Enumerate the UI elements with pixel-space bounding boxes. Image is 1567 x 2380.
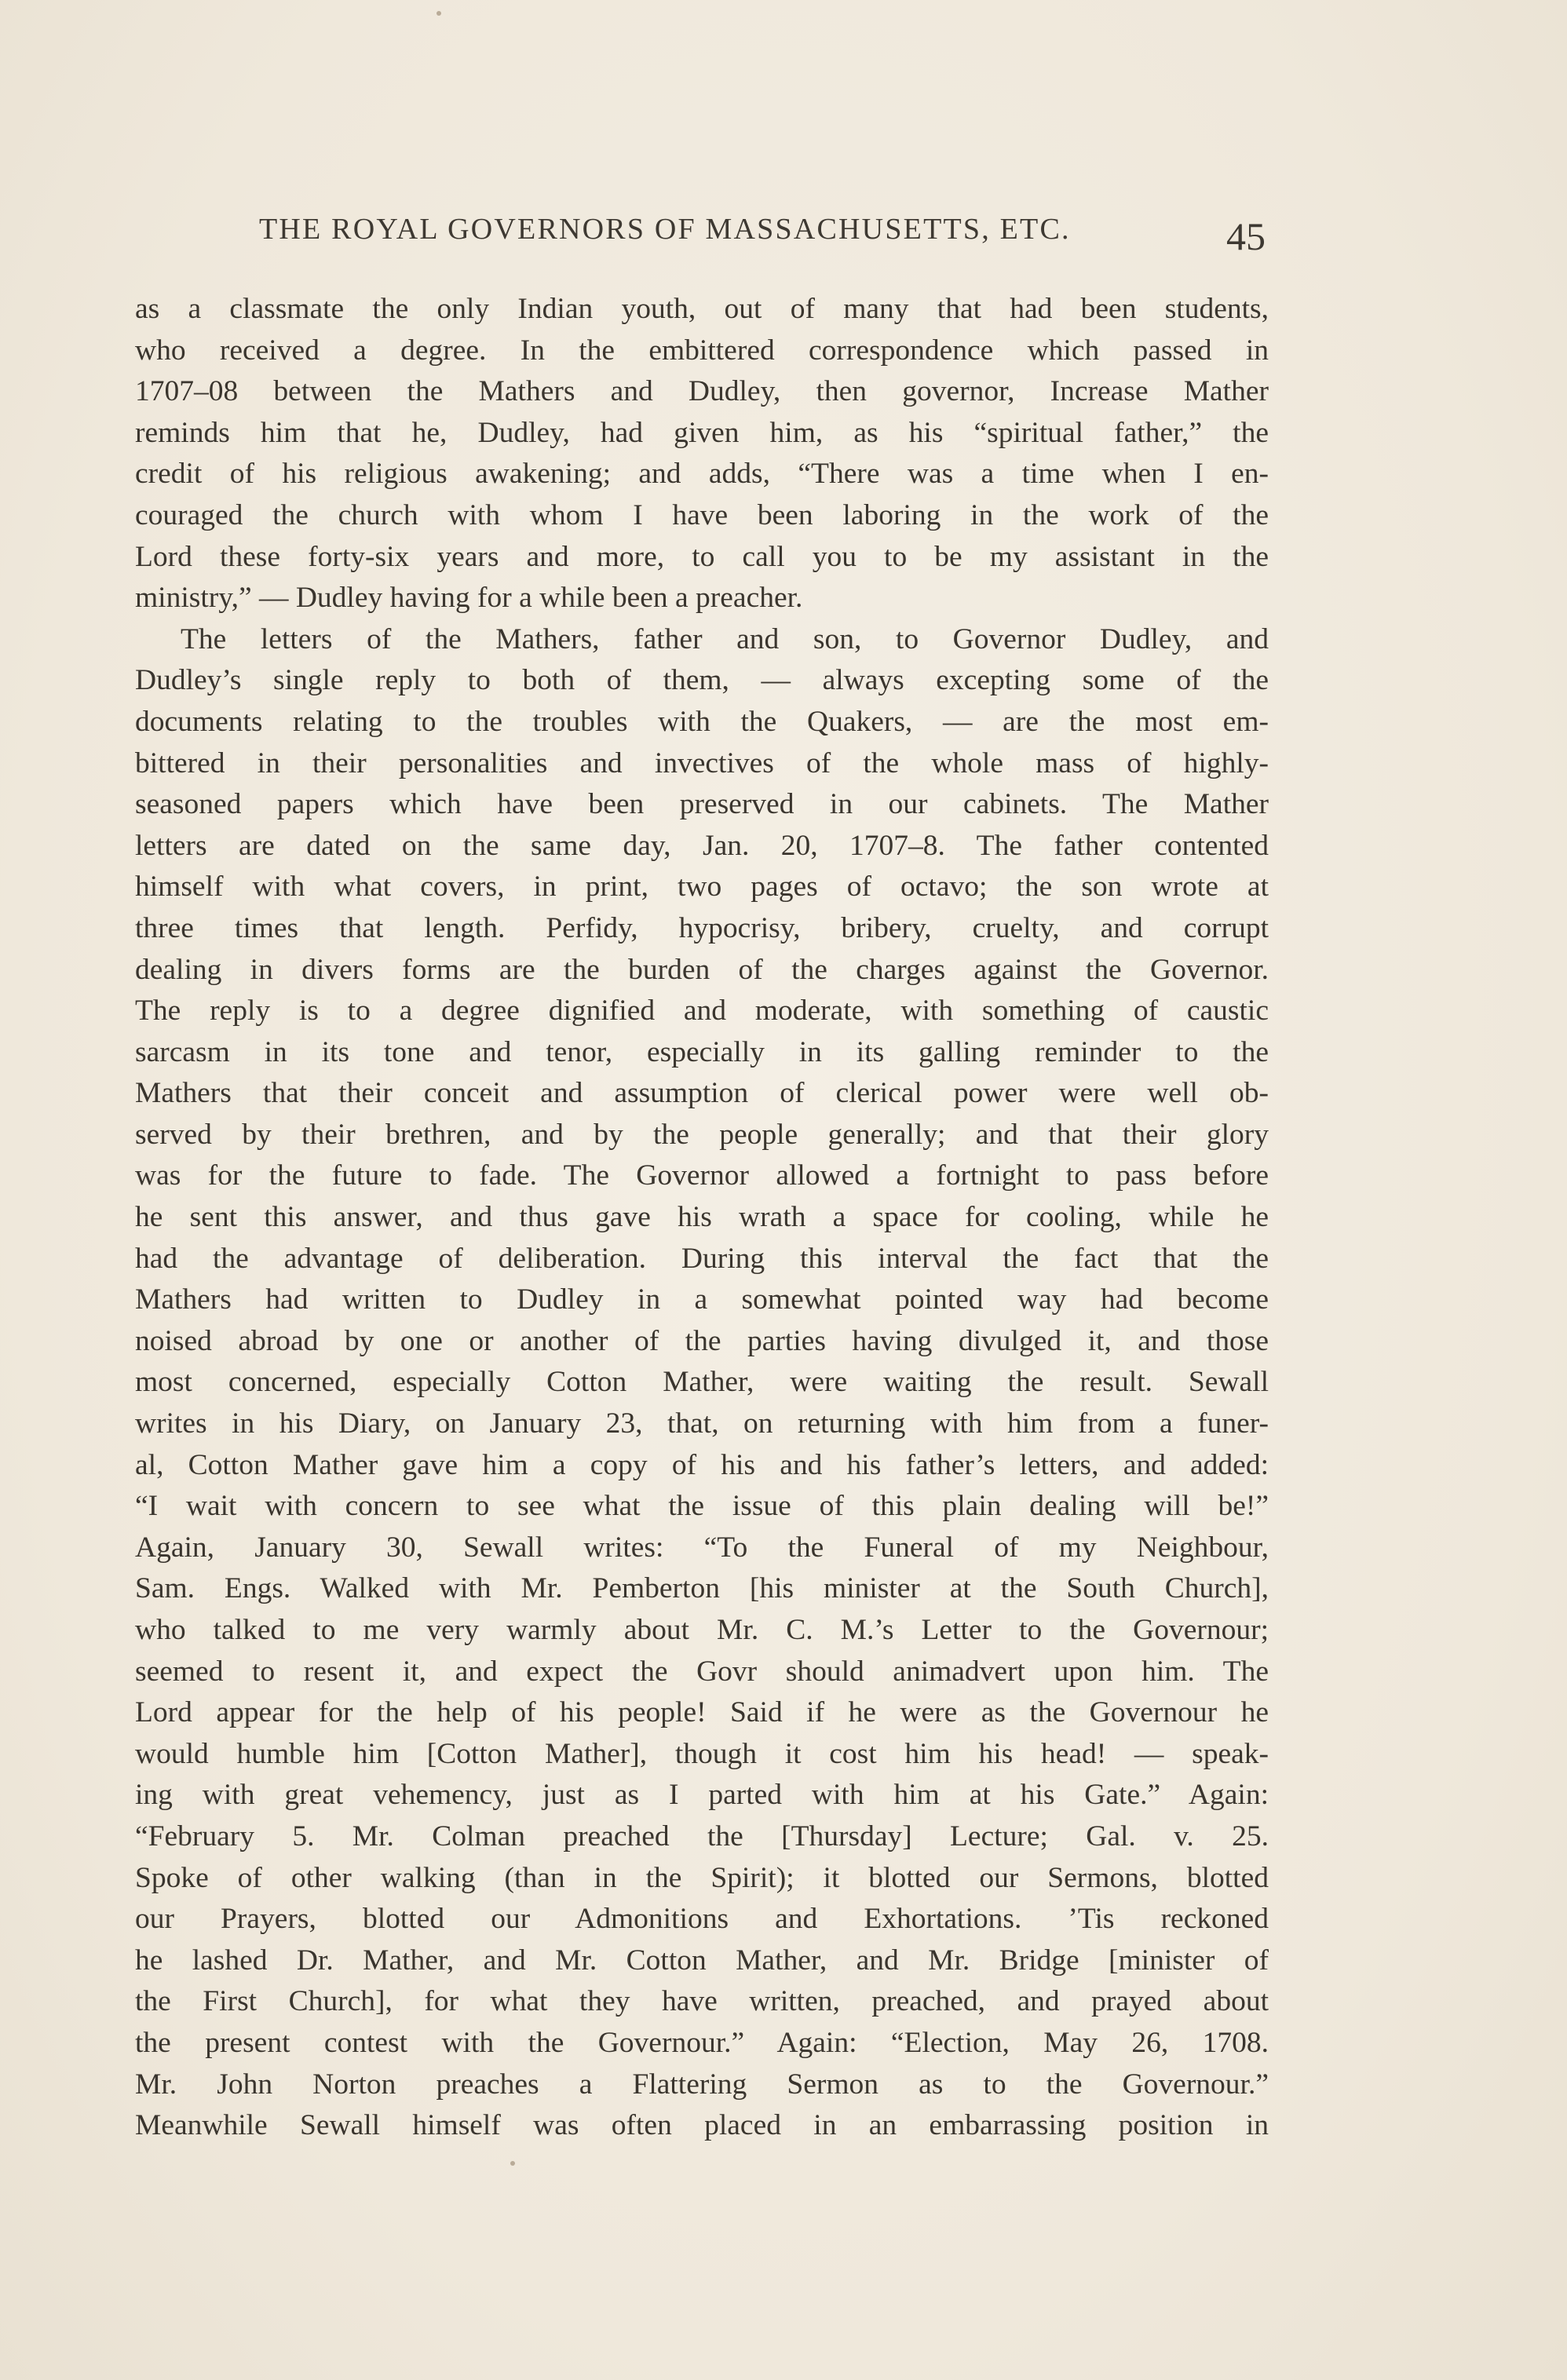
text-line: couraged the church with whom I have been laboring in the work of the	[135, 498, 1269, 531]
text-line: our Prayers, blotted our Admonitions and Exhortations. ’Tis reckoned	[135, 1903, 1269, 1936]
text-line: Mr. John Norton preaches a Flattering Sermon as to the Governour.”	[135, 2068, 1269, 2101]
text-line: the present contest with the Governour.” Again: “Election, May 26, 1708.	[135, 2026, 1269, 2059]
text-line: Again, January 30, Sewall writes: “To the Funeral of my Neighbour,	[135, 1531, 1269, 1564]
text-line: served by their brethren, and by the people generally; and that their glory	[135, 1118, 1269, 1151]
text-line: the First Church], for what they have written, preached, and prayed about	[135, 1985, 1269, 2018]
text-line: Lord these forty-six years and more, to call you to be my assistant in the	[135, 540, 1269, 573]
text-line: letters are dated on the same day, Jan. 20, 1707–8. The father contented	[135, 829, 1269, 862]
text-line: bittered in their personalities and invectives of the whole mass of highly-	[135, 746, 1269, 779]
text-line: Lord appear for the help of his people! Said if he were as the Governour he	[135, 1696, 1269, 1729]
text-line: ing with great vehemency, just as I parted with him at his Gate.” Again:	[135, 1779, 1269, 1812]
text-line: three times that length. Perfidy, hypocrisy, bribery, cruelty, and corrupt	[135, 911, 1269, 944]
text-line: reminds him that he, Dudley, had given him, as his “spiritual father,” the	[135, 416, 1269, 449]
text-line: Mathers had written to Dudley in a somewhat pointed way had become	[135, 1283, 1269, 1316]
text-line: “February 5. Mr. Colman preached the [Thursday] Lecture; Gal. v. 25.	[135, 1820, 1269, 1853]
text-line: sarcasm in its tone and tenor, especially in its galling reminder to the	[135, 1035, 1269, 1068]
paragraph-start-line: The letters of the Mathers, father and son, to Governor Dudley, and	[181, 622, 1269, 655]
text-line: credit of his religious awakening; and adds, “There was a time when I en-	[135, 458, 1269, 491]
text-line: al, Cotton Mather gave him a copy of his and his father’s letters, and added:	[135, 1448, 1269, 1481]
text-line: Dudley’s single reply to both of them, — always excepting some of the	[135, 664, 1269, 697]
text-line: most concerned, especially Cotton Mather, were waiting the result. Sewall	[135, 1366, 1269, 1399]
text-line: would humble him [Cotton Mather], though it cost him his head! — speak-	[135, 1737, 1269, 1770]
text-line: himself with what covers, in print, two pages of octavo; the son wrote at	[135, 871, 1269, 903]
text-line: noised abroad by one or another of the parties having divulged it, and those	[135, 1324, 1269, 1357]
text-line: documents relating to the troubles with the Quakers, — are the most em-	[135, 705, 1269, 738]
text-line: who received a degree. In the embittered correspondence which passed in	[135, 334, 1269, 367]
text-line: Mathers that their conceit and assumption of clerical power were well ob-	[135, 1077, 1269, 1110]
text-line: Spoke of other walking (than in the Spirit); it blotted our Sermons, blotted	[135, 1861, 1269, 1894]
text-line: was for the future to fade. The Governor allowed a fortnight to pass before	[135, 1159, 1269, 1192]
page-number: 45	[1226, 214, 1266, 258]
text-line: ministry,” — Dudley having for a while been a preacher.	[135, 582, 803, 615]
text-line: as a classmate the only Indian youth, out of many that had been students,	[135, 293, 1269, 325]
paper-speck	[436, 11, 441, 16]
text-line: he sent this answer, and thus gave his wrath a space for cooling, while he	[135, 1201, 1269, 1234]
text-line: who talked to me very warmly about Mr. C. M.’s Letter to the Governour;	[135, 1614, 1269, 1646]
body-text	[135, 289, 1269, 2147]
text-line: seemed to resent it, and expect the Govr should animadvert upon him. The	[135, 1655, 1269, 1688]
text-line: Sam. Engs. Walked with Mr. Pemberton [his minister at the South Church],	[135, 1572, 1269, 1605]
text-line: writes in his Diary, on January 23, that, on returning with him from a funer-	[135, 1407, 1269, 1440]
paper-speck	[510, 2161, 515, 2166]
running-head: THE ROYAL GOVERNORS OF MASSACHUSETTS, ETC.	[259, 213, 1071, 246]
text-line: dealing in divers forms are the burden of the charges against the Governor.	[135, 953, 1269, 986]
text-line: had the advantage of deliberation. During this interval the fact that the	[135, 1242, 1269, 1275]
text-line: “I wait with concern to see what the issue of this plain dealing will be!”	[135, 1490, 1269, 1523]
text-line: 1707–08 between the Mathers and Dudley, then governor, Increase Mather	[135, 375, 1269, 408]
text-line: The reply is to a degree dignified and moderate, with something of caustic	[135, 995, 1269, 1028]
text-line: seasoned papers which have been preserved in our cabinets. The Mather	[135, 788, 1269, 821]
text-line: Meanwhile Sewall himself was often placed in an embarrassing position in	[135, 2109, 1269, 2142]
text-line: he lashed Dr. Mather, and Mr. Cotton Mather, and Mr. Bridge [minister of	[135, 1944, 1269, 1977]
